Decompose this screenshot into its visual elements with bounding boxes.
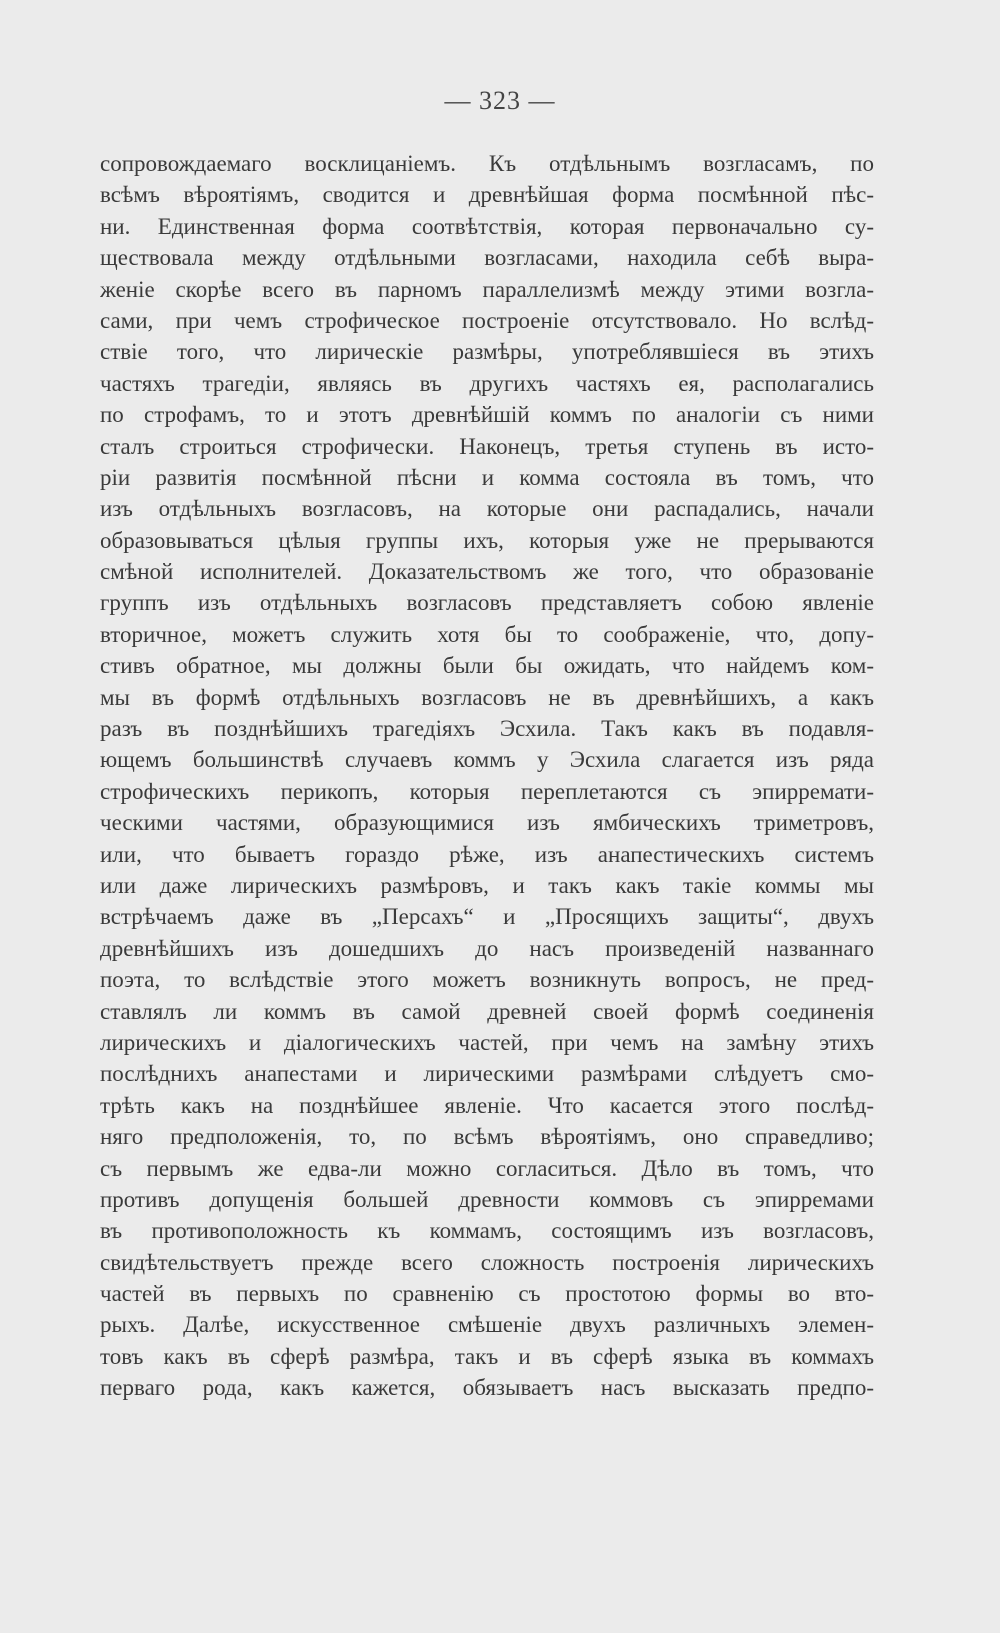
text-line: сталъ строиться строфически. Наконецъ, третья ступень въ исто- <box>100 433 874 459</box>
text-line: всѣмъ вѣроятіямъ, сводится и древнѣйшая форма посмѣнной пѣс- <box>100 182 874 208</box>
text-line: встрѣчаемъ даже въ „Персахъ“ и „Просящихъ защиты“, двухъ <box>100 904 874 930</box>
text-line: строфическихъ перикопъ, которыя переплетаются съ эпирремати- <box>100 778 874 804</box>
page-number: — 323 — <box>444 86 556 115</box>
text-line: древнѣйшихъ изъ дошедшихъ до насъ произведеній названнаго <box>100 935 874 961</box>
text-line: группъ изъ отдѣльныхъ возгласовъ представляетъ собою явленіе <box>100 590 874 616</box>
text-line: товъ какъ въ сферѣ размѣра, такъ и въ сферѣ языка въ коммахъ <box>100 1343 874 1369</box>
text-line: трѣть какъ на позднѣйшее явленіе. Что касается этого послѣд- <box>100 1092 874 1118</box>
text-line: послѣднихъ анапестами и лирическими размѣрами слѣдуетъ смо- <box>100 1061 874 1087</box>
text-line: сами, при чемъ строфическое построеніе отсутствовало. Но вслѣд- <box>100 307 874 333</box>
text-line: ческими частями, образующимися изъ ямбическихъ триметровъ, <box>100 810 874 836</box>
text-line: ставлялъ ли коммъ въ самой древней своей формѣ соединенія <box>100 998 874 1024</box>
text-line: ни. Единственная форма соотвѣтствія, которая первоначально су- <box>100 213 874 239</box>
text-line: частей въ первыхъ по сравненію съ простотою формы во вто- <box>100 1281 874 1307</box>
text-line: смѣной исполнителей. Доказательствомъ же того, что образованіе <box>100 559 874 585</box>
text-line: частяхъ трагедіи, являясь въ другихъ частяхъ ея, располагались <box>100 370 874 396</box>
text-line: изъ отдѣльныхъ возгласовъ, на которые они распадались, начали <box>100 496 874 522</box>
text-line: вторичное, можетъ служить хотя бы то соображеніе, что, допу- <box>100 621 874 647</box>
text-line: по строфамъ, то и этотъ древнѣйшій коммъ по аналогіи съ ними <box>100 402 874 428</box>
body-text <box>100 148 874 1404</box>
text-line: поэта, то вслѣдствіе этого можетъ возникнуть вопросъ, не пред- <box>100 967 874 993</box>
text-line: няго предположенія, то, по всѣмъ вѣроятіямъ, оно справедливо; <box>100 1124 874 1150</box>
text-line: ющемъ большинствѣ случаевъ коммъ у Эсхила слагается изъ ряда <box>100 747 874 773</box>
text-line: стивъ обратное, мы должны были бы ожидать, что найдемъ ком- <box>100 653 874 679</box>
text-line: разъ въ позднѣйшихъ трагедіяхъ Эсхила. Такъ какъ въ подавля- <box>100 716 874 742</box>
text-line: рыхъ. Далѣе, искусственное смѣшеніе двухъ различныхъ элемен- <box>100 1312 874 1338</box>
text-line: противъ допущенія большей древности коммовъ съ эпирремами <box>100 1186 874 1212</box>
text-line: образовываться цѣлыя группы ихъ, которыя уже не прерываются <box>100 527 874 553</box>
text-line: ствіе того, что лирическіе размѣры, употреблявшіеся въ этихъ <box>100 339 874 365</box>
text-line: въ противоположность къ коммамъ, состоящимъ изъ возгласовъ, <box>100 1218 874 1244</box>
text-line: ществовала между отдѣльными возгласами, находила себѣ выра- <box>100 245 874 271</box>
text-line: перваго рода, какъ кажется, обязываетъ насъ высказать предпо- <box>100 1375 874 1401</box>
text-line: мы въ формѣ отдѣльныхъ возгласовъ не въ древнѣйшихъ, а какъ <box>100 684 874 710</box>
text-line: сопровождаемаго восклицаніемъ. Къ отдѣльнымъ возгласамъ, по <box>100 151 874 176</box>
text-line: лирическихъ и діалогическихъ частей, при чемъ на замѣну этихъ <box>100 1029 874 1055</box>
text-line: съ первымъ же едва-ли можно согласиться. Дѣло въ томъ, что <box>100 1155 874 1181</box>
text-line: или, что бываетъ гораздо рѣже, изъ анапестическихъ системъ <box>100 841 874 867</box>
text-line: или даже лирическихъ размѣровъ, и такъ какъ такіе коммы мы <box>100 872 874 898</box>
text-line: ріи развитія посмѣнной пѣсни и комма состояла въ томъ, что <box>100 464 874 490</box>
text-line: женіе скорѣе всего въ парномъ параллелизмѣ между этими возгла- <box>100 276 874 302</box>
text-line: свидѣтельствуетъ прежде всего сложность построенія лирическихъ <box>100 1249 874 1275</box>
